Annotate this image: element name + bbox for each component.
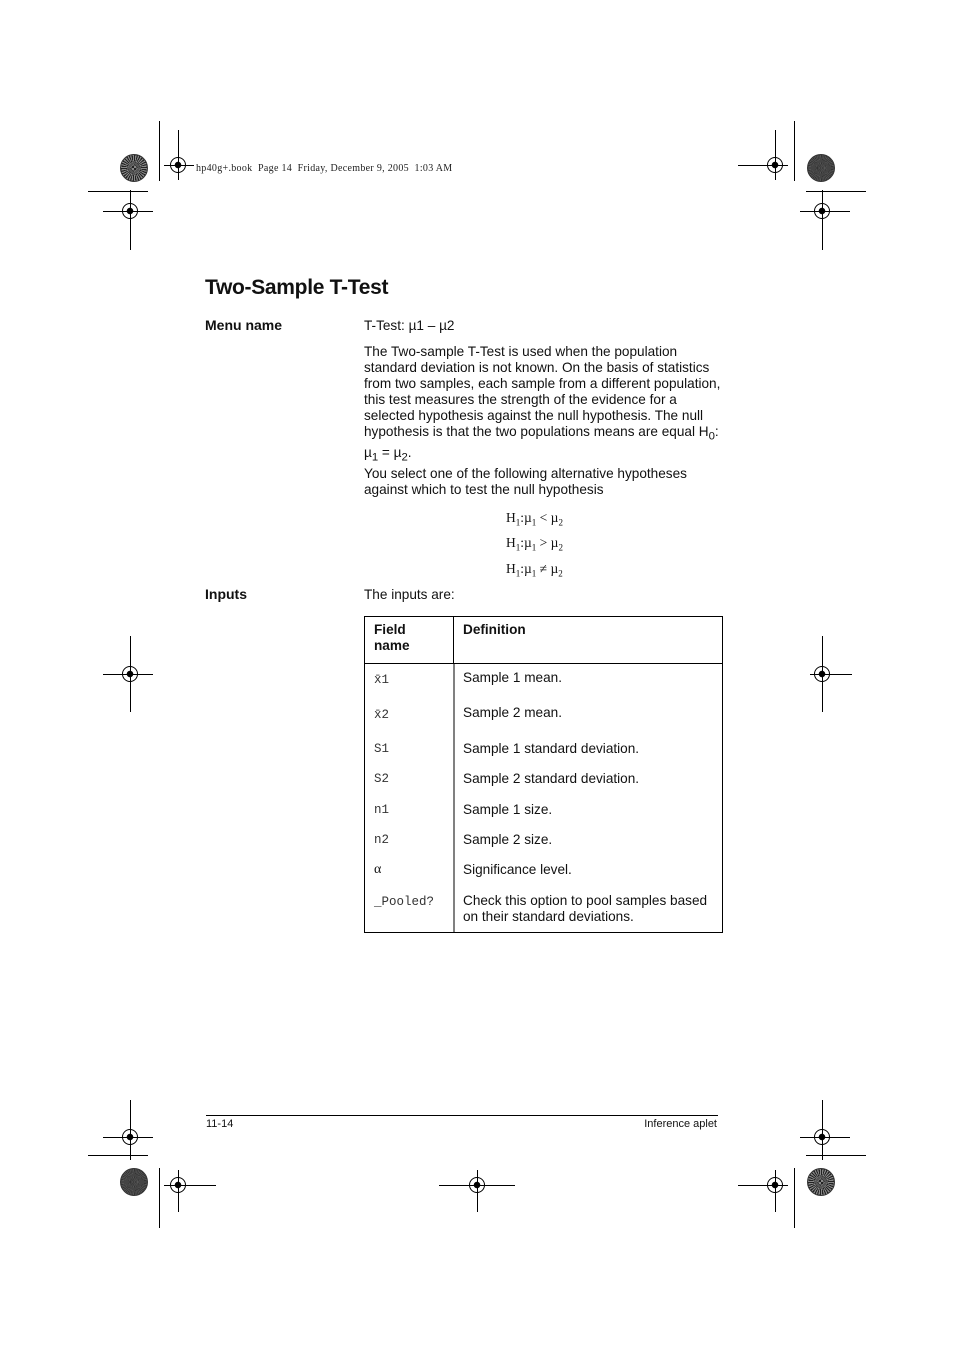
table-header-row — [365, 617, 723, 664]
registration-disc-icon — [807, 1168, 835, 1196]
crosshair-target-icon — [170, 1177, 186, 1193]
table-body — [365, 664, 723, 933]
crosshair-target-icon — [122, 203, 138, 219]
print-header: hp40g+.book Page 14 Friday, December 9, 2005 1:03 AM — [196, 163, 453, 174]
registration-disc-icon — [120, 1168, 148, 1196]
crop-mark — [88, 191, 148, 192]
crosshair-target-icon — [814, 203, 830, 219]
field-definition: Sample 2 mean. — [463, 705, 562, 720]
field-name: α — [374, 862, 382, 877]
field-definition: Sample 1 standard deviation. — [463, 741, 640, 756]
inputs-table — [364, 616, 723, 933]
header-definition: Definition — [454, 617, 723, 664]
crosshair-target-icon — [170, 157, 186, 173]
crop-mark — [88, 1155, 148, 1156]
field-name: n1 — [374, 803, 390, 817]
field-name: S1 — [374, 742, 390, 756]
crop-mark — [159, 121, 160, 181]
description-paragraph: You select one of the following alternative hypotheses against which to test the null hypothesis — [364, 466, 687, 497]
description-text: The Two-sample T-Test is used when the population standard deviation is not known. On the basis of statistics from two samples, each sample from a different population, this test measures the strength of the evidence for a selected hypothesis against the null hypothesis. The null hypothesis is that the two populations means are equal H — [364, 344, 721, 439]
description-text: = µ — [378, 444, 402, 460]
field-name: S2 — [374, 772, 390, 786]
field-name: x̄2 — [374, 708, 390, 722]
crosshair-line — [822, 190, 823, 250]
hypothesis-not-equal: $H_1:\mu_1 \ne \mu_2$ — [506, 561, 563, 579]
field-name: n2 — [374, 833, 390, 847]
field-name: x̄1 — [374, 673, 390, 687]
field-definition: Check this option to pool samples based on their standard deviations. — [463, 893, 708, 924]
crop-mark — [806, 1155, 866, 1156]
description-paragraph — [364, 344, 724, 465]
crop-mark — [794, 1168, 795, 1228]
field-definition: Sample 1 mean. — [463, 670, 562, 685]
crosshair-target-icon — [814, 666, 830, 682]
description-text: . — [407, 444, 412, 460]
page-title: Two-Sample T-Test — [205, 276, 389, 299]
crosshair-target-icon — [767, 1177, 783, 1193]
hypothesis-less: $H_1:\mu_1 < \mu_2$ — [506, 510, 563, 528]
table-body-row — [365, 664, 723, 933]
page-number: 11-14 — [206, 1118, 234, 1130]
inputs-label: Inputs — [205, 586, 247, 602]
section-name: Inference aplet — [644, 1118, 717, 1130]
subscript: 2 — [401, 451, 408, 464]
field-name: _Pooled? — [374, 895, 435, 909]
crosshair-line — [130, 190, 131, 250]
crosshair-target-icon — [767, 157, 783, 173]
inputs-intro: The inputs are: — [364, 587, 455, 602]
crop-mark — [806, 191, 866, 192]
field-definition: Sample 1 size. — [463, 802, 553, 817]
registration-disc-icon — [807, 154, 835, 182]
header-field-name: Field name — [365, 617, 454, 664]
hypothesis-greater: $H_1:\mu_1 > \mu_2$ — [506, 535, 563, 553]
field-definition: Sample 2 standard deviation. — [463, 771, 640, 786]
description-text: : µ — [364, 424, 719, 460]
subscript: 1 — [371, 451, 379, 464]
footer-rule — [206, 1115, 718, 1116]
menu-name-label: Menu name — [205, 317, 283, 333]
crosshair-target-icon — [469, 1177, 485, 1193]
crosshair-target-icon — [122, 1129, 138, 1145]
menu-name-value: T-Test: µ1 – µ2 — [364, 318, 455, 333]
crosshair-target-icon — [814, 1129, 830, 1145]
subscript: 0 — [708, 430, 715, 443]
crop-mark — [159, 1168, 160, 1228]
field-definition: Sample 2 size. — [463, 832, 553, 847]
field-definition: Significance level. — [463, 862, 572, 877]
registration-disc-icon — [120, 154, 148, 182]
crop-mark — [794, 121, 795, 181]
crosshair-target-icon — [122, 666, 138, 682]
